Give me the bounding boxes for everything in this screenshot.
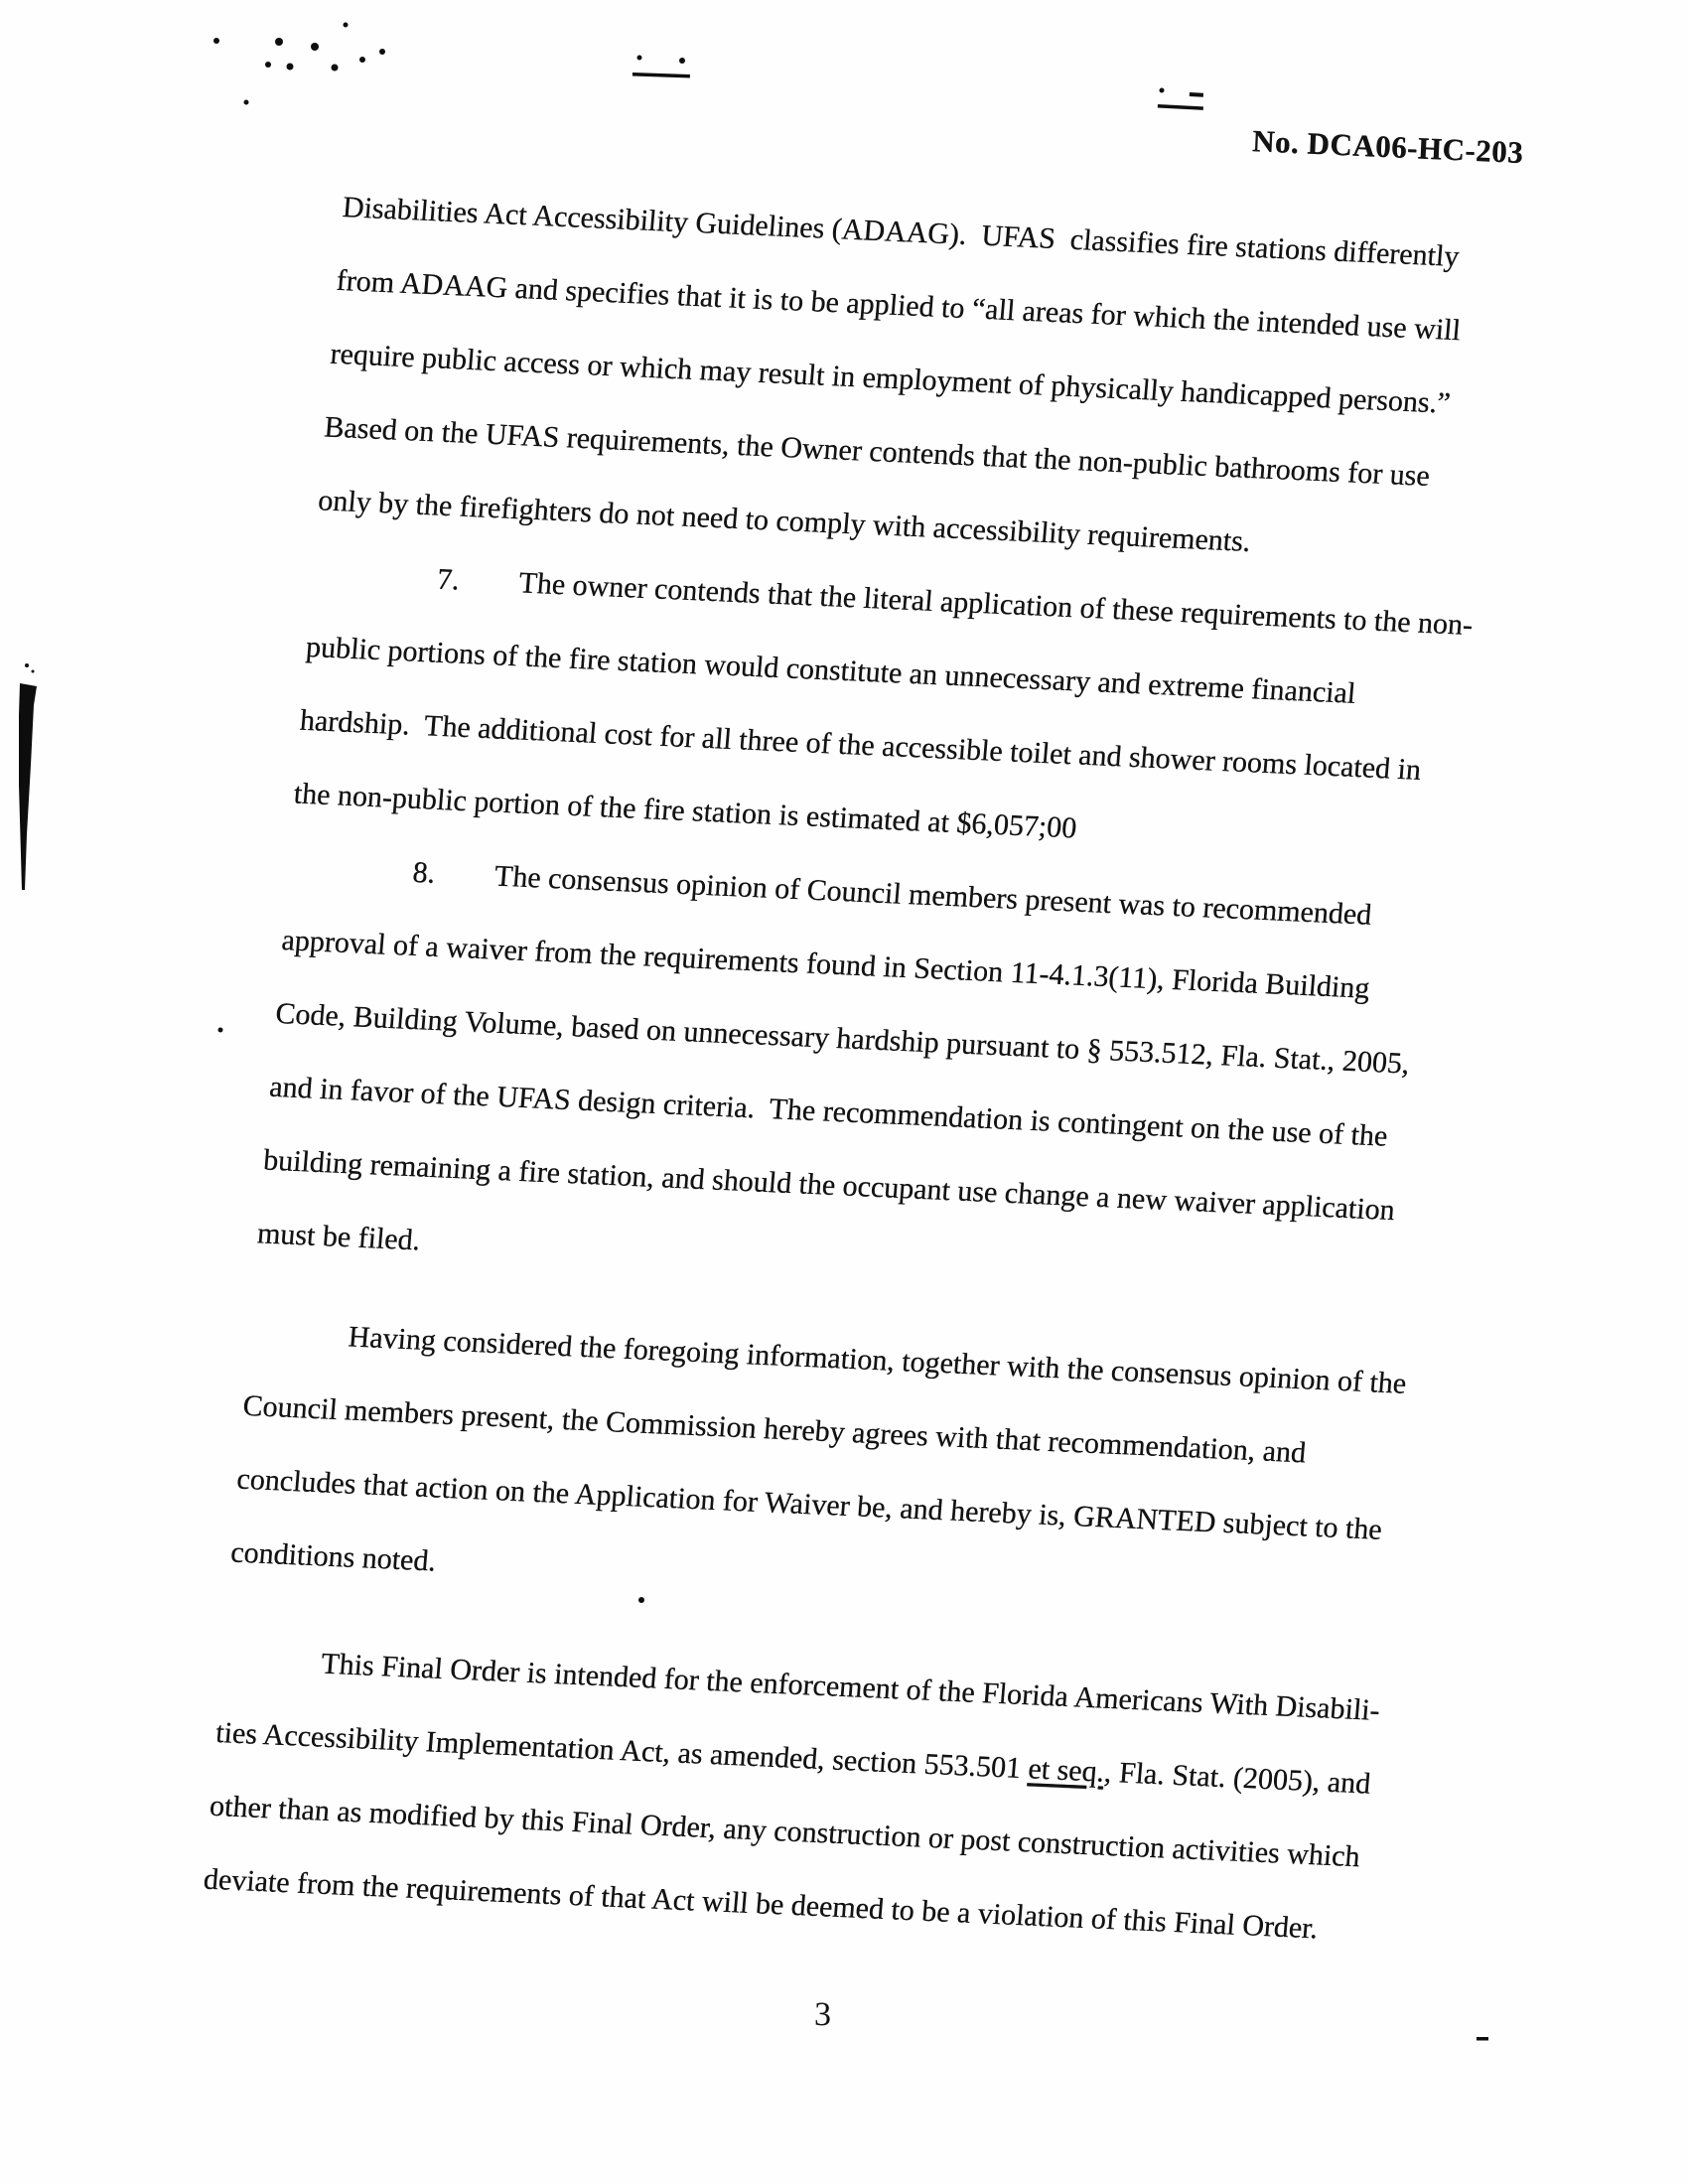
document-line: only by the firefighters do not need to comply with accessibility requirements.	[317, 484, 1252, 558]
document-line: and in favor of the UFAS design criteria. The recommendation is contingent on the use of the	[268, 1070, 1389, 1153]
document-line: public portions of the fire station would constitute an unnecessary and extreme financial	[304, 630, 1357, 710]
dash-mark-top-center	[633, 56, 690, 78]
document-line: approval of a waiver from the requirements found in Section 11-4.1.3(11), Florida Building	[280, 923, 1371, 1005]
document-line: deviate from the requirements of that Act will be deemed to be a violation of this Final Order.	[202, 1862, 1320, 1946]
document-line: Council members present, the Commission hereby agrees with that recommendation, and	[241, 1388, 1308, 1470]
document-line: This Final Order is intended for the enforcement of the Florida Americans With Disabili-	[320, 1647, 1381, 1727]
underlined-citation: et seq.	[1027, 1752, 1106, 1789]
document-line: the non-public portion of the fire station is estimated at $6,057;00	[292, 777, 1078, 845]
document-line: conditions noted.	[229, 1535, 438, 1578]
case-number: No. DCA06-HC-203	[1251, 123, 1524, 170]
document-line: from ADAAG and specifies that it is to be applied to “all areas for which the intended use will	[335, 263, 1463, 348]
line-segment: , Fla. Stat. (2005), and	[1102, 1755, 1372, 1801]
document-line: Having considered the foregoing information, together with the consensus opinion of the	[347, 1320, 1408, 1400]
document-line: Disabilities Act Accessibility Guidelines (ADAAG). UFAS classifies fire stations differently	[341, 190, 1461, 273]
ink-speck-cluster	[213, 23, 385, 105]
document-body	[201, 171, 1606, 1972]
document-line: Based on the UFAS requirements, the Owner contends that the non-public bathrooms for use	[323, 410, 1432, 493]
dash-mark-top-right	[1158, 88, 1203, 110]
page-number: 3	[813, 1995, 832, 2034]
line-segment: ties Accessibility Implementation Act, as amended, section 553.501	[213, 1715, 1030, 1786]
document-line: must be filed.	[255, 1217, 422, 1257]
document-line: Code, Building Volume, based on unnecessary hardship pursuant to § 553.512, Fla. Stat., 2005,	[274, 996, 1411, 1081]
document-line: 7. The owner contends that the literal application of these requirements to the non-	[435, 562, 1475, 642]
document-line: require public access or which may result in employment of physically handicapped persons.”	[329, 337, 1452, 420]
document-line: hardship. The additional cost for all three of the accessible toilet and shower rooms located in	[298, 703, 1423, 787]
left-margin-ink-streak	[19, 663, 37, 890]
document-line: concludes that action on the Application for Waiver be, and hereby is, GRANTED subject to the	[235, 1462, 1384, 1546]
document-line: 8. The consensus opinion of Council members present was to recommended	[411, 855, 1373, 932]
document-line: building remaining a fire station, and should the occupant use change a new waiver application	[261, 1143, 1396, 1228]
document-line: other than as modified by this Final Order, any construction or post construction activities which	[208, 1789, 1361, 1874]
